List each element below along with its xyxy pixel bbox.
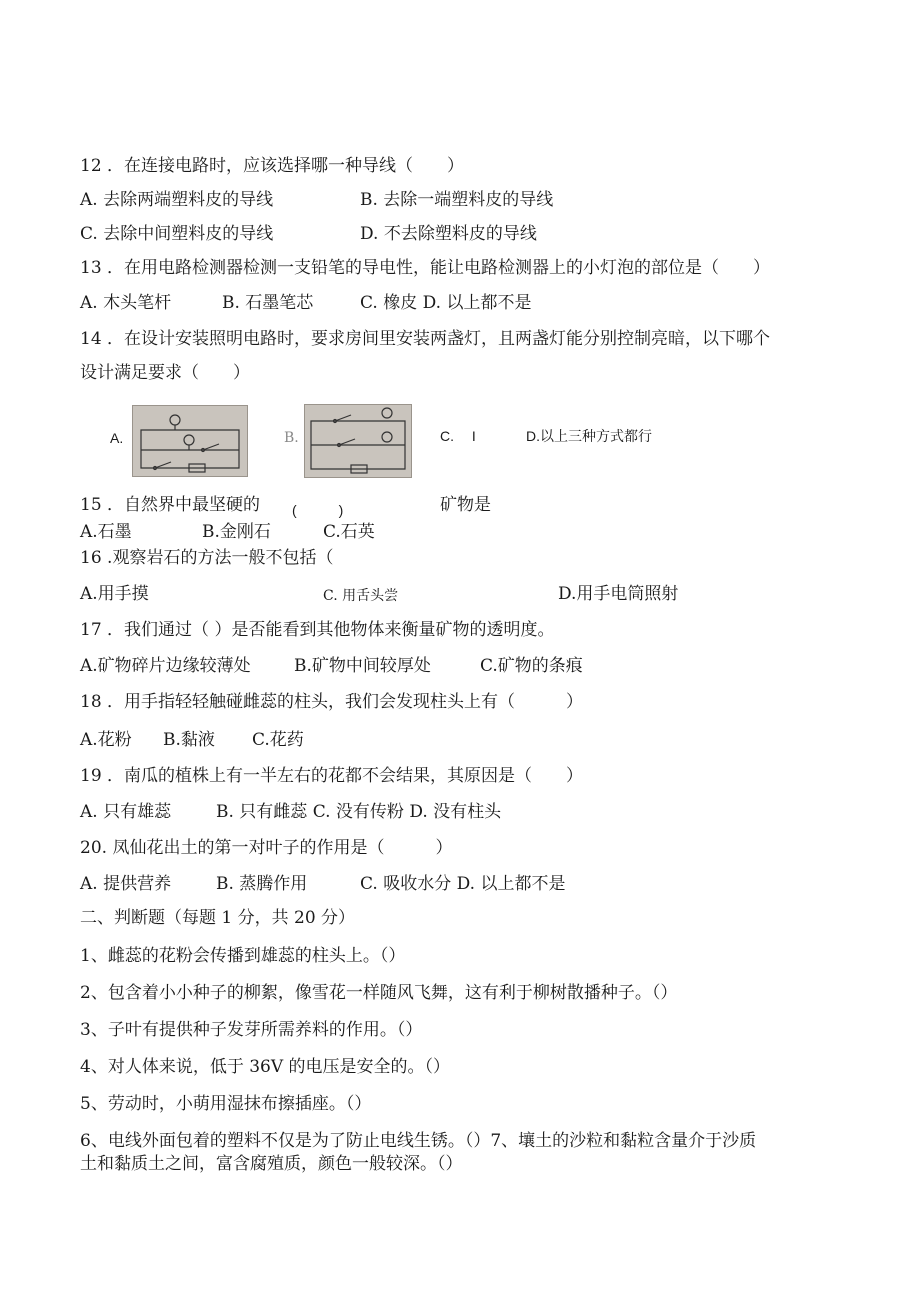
q15-option-b: B.金刚石 (202, 522, 271, 542)
judge-item-6-7: 6、电线外面包着的塑料不仅是为了防止电线生锈。（）7、壤土的沙粒和黏粒含量介于沙质 (80, 1131, 757, 1151)
judge-item-2: 2、包含着小小种子的柳絮，像雪花一样随风飞舞，这有利于柳树散播种子。（） (80, 983, 678, 1003)
q15-option-a: A.石墨 (80, 522, 132, 542)
q17-option-b: B.矿物中间较厚处 (294, 656, 431, 676)
q14-stem-line1: 14 ．在设计安装照明电路时，要求房间里安装两盏灯，且两盏灯能分别控制亮暗，以下哪个 (80, 329, 771, 349)
q19-option-a: A. 只有雄蕊 (80, 802, 172, 822)
q15-stem-left: 15 ．自然界中最坚硬的 (80, 495, 261, 515)
q14-option-a-label: A. (110, 430, 124, 446)
q14-circuit-figure-b (304, 404, 412, 478)
q19-stem: 19 ．南瓜的植株上有一半左右的花都不会结果，其原因是（ ） (80, 766, 584, 786)
q18-option-c: C.花药 (252, 730, 304, 750)
q13-option-cd: C. 橡皮 D. 以上都不是 (360, 293, 532, 313)
q16-option-a: A.用手摸 (80, 584, 149, 604)
q20-option-b: B. 蒸腾作用 (216, 874, 308, 894)
section-2-title: 二、判断题（每题 1 分，共 20 分） (80, 908, 356, 928)
q19-option-bcd: B. 只有雌蕊 C. 没有传粉 D. 没有柱头 (216, 802, 502, 822)
judge-item-3: 3、子叶有提供种子发芽所需养料的作用。（） (80, 1020, 423, 1040)
q18-stem: 18 ．用手指轻轻触碰雌蕊的柱头，我们会发现柱头上有（ ） (80, 692, 584, 712)
judge-item-7-cont: 土和黏质土之间，富含腐殖质，颜色一般较深。（） (80, 1154, 463, 1174)
q15-answer-paren: ( ) (292, 502, 344, 518)
q14-stem-line2: 设计满足要求（ ） (80, 363, 250, 383)
q13-option-a: A. 木头笔杆 (80, 293, 172, 313)
q17-option-c: C.矿物的条痕 (480, 656, 583, 676)
q18-option-b: B.黏液 (163, 730, 215, 750)
q12-stem: 12 ．在连接电路时，应该选择哪一种导线（ ） (80, 156, 465, 176)
q12-option-d: D. 不去除塑料皮的导线 (360, 224, 537, 244)
q20-stem: 20. 凤仙花出土的第一对叶子的作用是（ ） (80, 838, 453, 858)
q14-option-b-label: B. (284, 430, 299, 446)
q13-stem: 13 ．在用电路检测器检测一支铅笔的导电性，能让电路检测器上的小灯泡的部位是（ ） (80, 258, 771, 278)
q15-stem-right: 矿物是 (440, 495, 491, 515)
judge-item-5: 5、劳动时，小萌用湿抹布擦插座。（） (80, 1094, 372, 1114)
q13-option-b: B. 石墨笔芯 (222, 293, 314, 313)
q16-option-d: D.用手电筒照射 (558, 584, 679, 604)
q20-option-a: A. 提供营养 (80, 874, 172, 894)
q15-option-c: C.石英 (323, 522, 375, 542)
q12-option-c: C. 去除中间塑料皮的导线 (80, 224, 274, 244)
q17-option-a: A.矿物碎片边缘较薄处 (80, 656, 251, 676)
q14-circuit-figure-a (132, 405, 248, 477)
q20-option-cd: C. 吸收水分 D. 以上都不是 (360, 874, 566, 894)
q16-option-c: C. 用舌头尝 (323, 588, 399, 604)
judge-item-4: 4、对人体来说，低于 36V 的电压是安全的。（） (80, 1057, 451, 1077)
q17-stem: 17 ．我们通过（ ）是否能看到其他物体来衡量矿物的透明度。 (80, 620, 555, 640)
q14-option-c: C. I (440, 428, 476, 444)
q18-option-a: A.花粉 (80, 730, 132, 750)
q12-option-a: A. 去除两端塑料皮的导线 (80, 190, 274, 210)
q16-stem: 16 .观察岩石的方法一般不包括（ (80, 548, 334, 568)
q14-option-d: D.以上三种方式都行 (526, 428, 652, 444)
judge-item-1: 1、雌蕊的花粉会传播到雄蕊的柱头上。（） (80, 946, 406, 966)
q12-option-b: B. 去除一端塑料皮的导线 (360, 190, 554, 210)
